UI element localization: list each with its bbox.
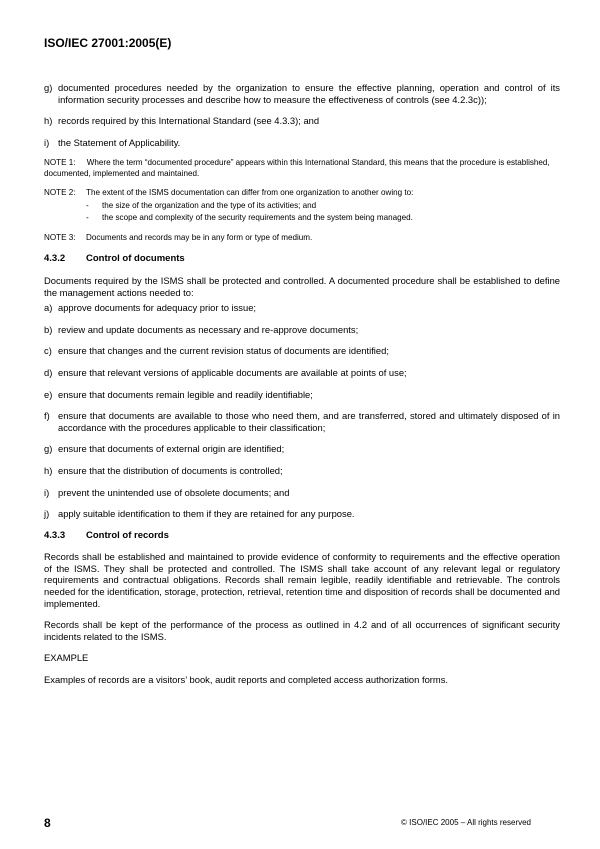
list-item-label: j) bbox=[44, 508, 50, 520]
note-label: NOTE 2: bbox=[44, 188, 76, 198]
note-text: The extent of the ISMS documentation can differ from one organization to another owing to: bbox=[86, 188, 414, 198]
list-item bbox=[44, 487, 560, 499]
list-item bbox=[44, 465, 560, 477]
list-item bbox=[44, 137, 560, 149]
list-item-label: h) bbox=[44, 115, 53, 127]
list-item-label: g) bbox=[44, 443, 53, 455]
note-bullet-text: the size of the organization and the type of its activities; and bbox=[102, 200, 317, 210]
page-content bbox=[44, 82, 560, 696]
note-bullet bbox=[44, 213, 560, 224]
list-item-text: ensure that documents of external origin are identified; bbox=[58, 443, 285, 455]
section-intro: Documents required by the ISMS shall be protected and controlled. A documented procedure shall be established to define the management actions needed to: bbox=[44, 274, 560, 298]
list-item bbox=[44, 410, 560, 433]
standard-header: ISO/IEC 27001:2005(E) bbox=[44, 36, 172, 50]
section-paragraph: Records shall be kept of the performance of the process as outlined in 4.2 and of all occurrences of significant security incidents related to the ISMS. bbox=[44, 619, 560, 642]
note-text: Where the term “documented procedure” appears within this International Standard, this means that the procedure is established, documented, implemented and maintained. bbox=[44, 158, 550, 178]
list-item-label: a) bbox=[44, 302, 53, 314]
list-item-text: review and update documents as necessary and re-approve documents; bbox=[58, 323, 359, 335]
list-item-label: g) bbox=[44, 82, 53, 93]
note-2 bbox=[44, 188, 560, 224]
note-label: NOTE 1: bbox=[44, 158, 76, 168]
list-item bbox=[44, 345, 560, 357]
list-item-text: ensure that documents remain legible and readily identifiable; bbox=[58, 388, 313, 400]
copyright-notice: © ISO/IEC 2005 – All rights reserved bbox=[401, 818, 531, 827]
example-text: Examples of records are a visitors’ book, audit reports and completed access authorization forms. bbox=[44, 674, 449, 686]
list-item-text: ensure that documents are available to those who need them, and are transferred, stored and ultimately disposed of in accordance with the procedures applicable to their classification; bbox=[58, 410, 560, 433]
list-item-text: documented procedures needed by the organization to ensure the effective planning, operation and control of its information security processes and describe how to measure the effectiveness of controls (see 4.2.3c)); bbox=[58, 82, 560, 105]
section-title: Control of records bbox=[86, 529, 169, 541]
note-1 bbox=[44, 158, 560, 179]
list-item bbox=[44, 443, 560, 455]
note-label: NOTE 3: bbox=[44, 232, 76, 242]
note-3 bbox=[44, 233, 560, 244]
list-item bbox=[44, 115, 560, 127]
section-heading-4-3-2 bbox=[44, 253, 560, 265]
list-item-text: ensure that relevant versions of applicable documents are available at points of use; bbox=[58, 366, 407, 378]
section-paragraph: Records shall be established and maintained to provide evidence of conformity to requirements and the effective operation of the ISMS. They shall be protected and controlled. The ISMS shall take account of any relevant legal or regulatory requirements and contractual obligations. Records shall remain legible, readily identifiable and retrievable. The controls needed for the identification, storage, protection, retrieval, retention time and disposition of records shall be documented and implemented. bbox=[44, 551, 560, 609]
page-number: 8 bbox=[44, 816, 51, 830]
list-item bbox=[44, 508, 560, 520]
example-label: EXAMPLE bbox=[44, 652, 89, 664]
list-item-label: e) bbox=[44, 388, 53, 400]
list-item-label: h) bbox=[44, 464, 53, 476]
list-item-text: prevent the unintended use of obsolete documents; and bbox=[58, 486, 290, 498]
list-item bbox=[44, 302, 560, 314]
list-item bbox=[44, 389, 560, 401]
list-item-text: apply suitable identification to them if they are retained for any purpose. bbox=[58, 508, 355, 520]
section-title: Control of documents bbox=[86, 253, 185, 265]
note-bullet bbox=[44, 201, 560, 212]
note-bullet-text: the scope and complexity of the security requirements and the system being managed. bbox=[102, 213, 413, 223]
dash-marker: - bbox=[86, 200, 89, 210]
list-item bbox=[44, 324, 560, 336]
list-item-text: records required by this International Standard (see 4.3.3); and bbox=[58, 115, 320, 127]
section-number: 4.3.2 bbox=[44, 253, 66, 265]
list-item-label: f) bbox=[44, 410, 50, 422]
list-item-text: the Statement of Applicability. bbox=[58, 136, 181, 148]
list-item bbox=[44, 82, 560, 105]
section-heading-4-3-3 bbox=[44, 530, 560, 542]
section-number: 4.3.3 bbox=[44, 529, 66, 541]
list-item-label: i) bbox=[44, 136, 50, 148]
list-item-label: i) bbox=[44, 486, 50, 498]
dash-marker: - bbox=[86, 213, 89, 223]
list-item-text: approve documents for adequacy prior to issue; bbox=[58, 302, 257, 314]
list-item bbox=[44, 367, 560, 379]
note-text: Documents and records may be in any form or type of medium. bbox=[86, 232, 313, 242]
list-item-label: c) bbox=[44, 345, 52, 357]
list-item-text: ensure that the distribution of documents is controlled; bbox=[58, 464, 283, 476]
list-item-label: d) bbox=[44, 366, 53, 378]
list-item-label: b) bbox=[44, 323, 53, 335]
list-item-text: ensure that changes and the current revision status of documents are identified; bbox=[58, 345, 389, 357]
